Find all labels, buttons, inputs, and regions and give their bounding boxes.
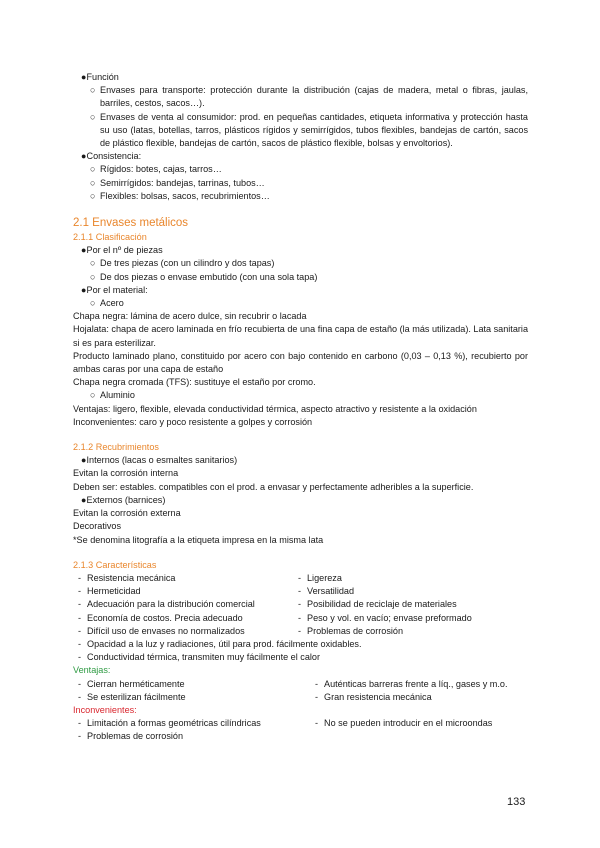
- list-item: - Conductividad térmica, transmiten muy fácilmente el calor: [78, 652, 320, 663]
- bullet-funcion: ●Función: [81, 72, 119, 82]
- circle-bullet-icon: ○: [90, 111, 96, 122]
- bullet-externos: ●Externos (barnices): [81, 494, 166, 505]
- list-item-acero: ○ Acero: [73, 297, 528, 310]
- paragraph: Ventajas: ligero, flexible, elevada conductividad térmica, aspecto atractivo y resistente a la oxidación: [73, 403, 477, 414]
- section-heading: 2.1 Envases metálicos: [73, 217, 189, 230]
- bullet-internos: ●Internos (lacas o esmaltes sanitarios): [81, 455, 238, 466]
- two-column-row: - Resistencia mecánica - Ligereza: [78, 572, 342, 583]
- bullet-icon: ●: [81, 455, 87, 466]
- circle-bullet-icon: ○: [90, 258, 96, 269]
- bullet-icon: ●: [81, 245, 87, 256]
- circle-bullet-icon: ○: [90, 85, 96, 96]
- paragraph: Producto laminado plano, constituido por acero con bajo contenido en carbono (0,03 – 0,13 %), recubierto por ambas caras por una capa de estaño: [73, 350, 528, 375]
- subsection-heading-clasificacion: 2.1.1 Clasificación: [73, 232, 147, 243]
- two-column-row: - Economía de costos. Precia adecuado - Peso y vol. en vacío; envase preformado: [78, 612, 472, 623]
- circle-bullet-icon: ○: [90, 390, 96, 401]
- paragraph: Deben ser: estables. compatibles con el prod. a envasar y perfectamente adheribles a la superficie.: [73, 481, 474, 492]
- two-column-row: - Hermeticidad - Versatilidad: [78, 586, 355, 597]
- bullet-icon: ●: [81, 151, 87, 162]
- list-item: - Opacidad a la luz y radiaciones, útil para prod. fácilmente oxidables.: [78, 638, 362, 649]
- bullet-icon: ●: [81, 72, 87, 82]
- paragraph: Evitan la corrosión externa: [73, 508, 181, 519]
- page-content: [73, 71, 528, 744]
- paragraph: Evitan la corrosión interna: [73, 468, 179, 479]
- paragraph: Chapa negra: lámina de acero dulce, sin recubrir o lacada: [73, 311, 307, 322]
- circle-bullet-icon: ○: [90, 164, 96, 175]
- list-item-aluminio: ○ Aluminio: [73, 389, 528, 402]
- page-number: 133: [507, 796, 526, 808]
- list-item: ○ Rígidos: botes, cajas, tarros…: [73, 163, 528, 176]
- list-item: ○ De dos piezas o envase embutido (con una sola tapa): [73, 271, 528, 284]
- list-item: - Problemas de corrosión: [78, 731, 184, 742]
- two-column-row: - Limitación a formas geométricas cilíndricas - No se pueden introducir en el microondas: [78, 718, 493, 729]
- list-item: ○ De tres piezas (con un cilindro y dos tapas): [73, 257, 528, 270]
- bullet-por-piezas: ●Por el nº de piezas: [81, 245, 163, 256]
- subsection-heading-recubrimientos: 2.1.2 Recubrimientos: [73, 442, 159, 453]
- bullet-icon: ●: [81, 494, 87, 505]
- two-column-row: - Adecuación para la distribución comercial - Posibilidad de reciclaje de materiales: [78, 599, 457, 610]
- circle-bullet-icon: ○: [90, 298, 96, 309]
- ventajas-heading: Ventajas:: [73, 665, 111, 676]
- bullet-por-material: ●Por el material:: [81, 284, 148, 295]
- paragraph: *Se denomina litografía a la etiqueta impresa en la misma lata: [73, 534, 324, 545]
- subsection-heading-caracteristicas: 2.1.3 Características: [73, 559, 157, 570]
- list-item: ○ Envases para transporte: protección durante la distribución (cajas de madera, metal o fibras, jaulas, barriles, cestos, sacos…).: [73, 84, 528, 110]
- bullet-consistencia: ●Consistencia:: [81, 151, 142, 162]
- two-column-row: - Se esterilizan fácilmente - Gran resistencia mecánica: [78, 691, 432, 702]
- bullet-icon: ●: [81, 284, 87, 295]
- inconvenientes-heading: Inconvenientes:: [73, 704, 137, 715]
- list-item: ○ Flexibles: bolsas, sacos, recubrimientos…: [73, 190, 528, 203]
- paragraph: Decorativos: [73, 521, 122, 532]
- two-column-row: - Cierran herméticamente - Auténticas barreras frente a líq., gases y m.o.: [78, 678, 508, 689]
- paragraph: Chapa negra cromada (TFS): sustituye el estaño por cromo.: [73, 377, 316, 388]
- circle-bullet-icon: ○: [90, 190, 96, 201]
- circle-bullet-icon: ○: [90, 177, 96, 188]
- circle-bullet-icon: ○: [90, 271, 96, 282]
- two-column-row: - Difícil uso de envases no normalizados - Problemas de corrosión: [78, 625, 404, 636]
- paragraph: Hojalata: chapa de acero laminada en frío recubierta de una fina capa de estaño (la más utilizada). Lata sanitaria si es para esterilizar.: [73, 324, 528, 348]
- paragraph: Inconvenientes: caro y poco resistente a golpes y corrosión: [73, 416, 313, 427]
- list-item: ○ Envases de venta al consumidor: prod. en pequeñas cantidades, etiqueta informativa y protección hasta su uso (latas, botellas, tarros, plásticos rígidos y semirrígidos, tubos flexibles, bandejas de cartón, sacos de plástico flexible, bandejas de cartón, sacos de plástico flexible, bolsas y envoltorios).: [73, 111, 528, 151]
- list-item: ○ Semirrígidos: bandejas, tarrinas, tubos…: [73, 177, 528, 190]
